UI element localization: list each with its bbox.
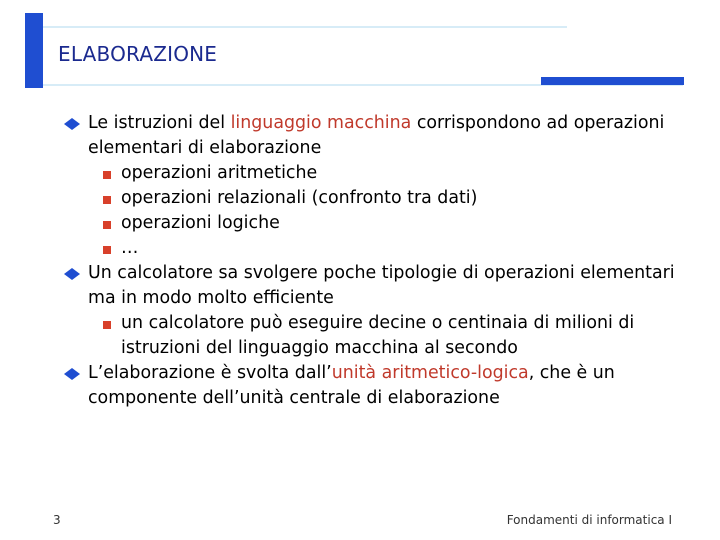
sub-bullet-text: operazioni logiche xyxy=(121,213,280,233)
diamond-bullet-icon xyxy=(64,368,80,380)
square-bullet-icon xyxy=(103,196,111,204)
bullet-text: L’elaborazione è svolta dall’ xyxy=(88,363,332,383)
bullet-text: corrispondono ad operazioni elementari di elaborazione xyxy=(88,113,665,158)
sub-bullet-item xyxy=(64,186,694,211)
bullet-text: , che è un componente dell’unità centrale di elaborazione xyxy=(88,363,615,408)
header-accent-bar xyxy=(25,13,43,88)
highlight-term: unità aritmetico-logica xyxy=(331,363,529,383)
bullet-item xyxy=(64,111,694,161)
slide-body xyxy=(64,111,694,411)
bullet-text: Le istruzioni del xyxy=(88,113,231,133)
diamond-bullet-icon xyxy=(64,268,80,280)
square-bullet-icon xyxy=(103,171,111,179)
square-bullet-icon xyxy=(103,321,111,329)
sub-bullet-item xyxy=(64,211,694,236)
sub-bullet-item xyxy=(64,311,694,361)
diamond-bullet-icon xyxy=(64,118,80,130)
sub-bullet-text: … xyxy=(121,238,139,258)
course-title: Fondamenti di informatica I xyxy=(506,513,672,527)
bullet-item xyxy=(64,361,694,411)
highlight-term: linguaggio macchina xyxy=(230,113,412,133)
header-accent-block xyxy=(541,77,684,85)
bullet-item xyxy=(64,261,694,311)
header-top-rule xyxy=(43,26,567,28)
bullet-text: Un calcolatore sa svolgere poche tipologie di operazioni elementari ma in modo molto efficiente xyxy=(88,263,675,308)
sub-bullet-item xyxy=(64,161,694,186)
slide-title: ELABORAZIONE xyxy=(58,42,218,66)
sub-bullet-text: un calcolatore può eseguire decine o centinaia di milioni di istruzioni del linguaggio macchina al secondo xyxy=(121,313,635,358)
square-bullet-icon xyxy=(103,221,111,229)
sub-bullet-text: operazioni relazionali (confronto tra dati) xyxy=(121,188,478,208)
sub-bullet-text: operazioni aritmetiche xyxy=(121,163,318,183)
square-bullet-icon xyxy=(103,246,111,254)
page-number: 3 xyxy=(53,513,61,527)
sub-bullet-item xyxy=(64,236,694,261)
